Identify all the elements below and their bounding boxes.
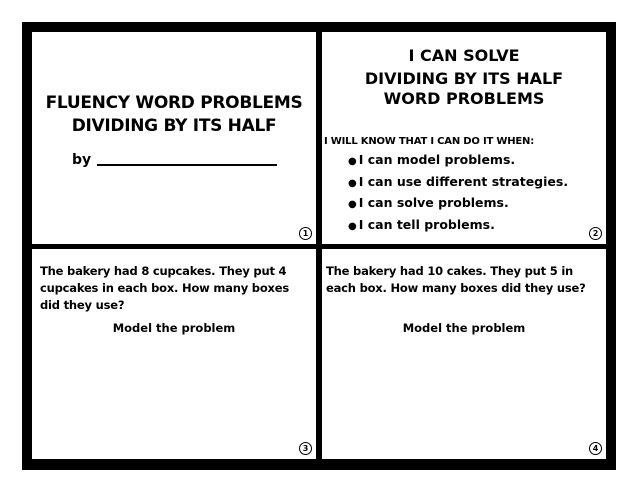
model-prompt: Model the problem: [402, 321, 526, 335]
card-problem-2: [322, 249, 606, 459]
success-criteria-list: [348, 150, 568, 236]
title-line-1: FLUENCY WORD PROBLEMS: [45, 93, 303, 113]
task-card-sheet: [22, 22, 616, 470]
topic-line-1: DIVIDING BY ITS HALF: [364, 69, 564, 88]
success-criteria-label: I WILL KNOW THAT I CAN DO IT WHEN:: [324, 136, 535, 147]
word-problem: The bakery had 8 cupcakes. They put 4 cupcakes in each box. How many boxes did they use?: [40, 264, 290, 312]
card-problem-1: [32, 249, 316, 459]
card-number: 2: [589, 227, 602, 240]
card-number: 1: [299, 227, 312, 240]
card-number: 3: [299, 442, 312, 455]
name-blank[interactable]: [97, 164, 277, 166]
card-objectives: [322, 32, 606, 244]
card-title: [32, 32, 316, 244]
criteria-item: ● I can solve problems.: [348, 193, 568, 215]
title-line-2: DIVIDING BY ITS HALF: [71, 116, 277, 136]
criteria-item: ● I can model problems.: [348, 150, 568, 172]
objective-topic: [322, 69, 606, 109]
objective-heading: I CAN SOLVE: [408, 46, 520, 65]
by-label: by: [72, 152, 92, 168]
word-problem: The bakery had 10 cakes. They put 5 in each box. How many boxes did they use?: [326, 264, 586, 295]
criteria-item: ● I can use different strategies.: [348, 172, 568, 194]
topic-line-2: WORD PROBLEMS: [383, 89, 545, 108]
criteria-item: ● I can tell problems.: [348, 215, 568, 237]
card-number: 4: [589, 442, 602, 455]
booklet-title: [32, 92, 316, 138]
model-prompt: Model the problem: [112, 321, 236, 335]
author-line: [72, 152, 277, 168]
